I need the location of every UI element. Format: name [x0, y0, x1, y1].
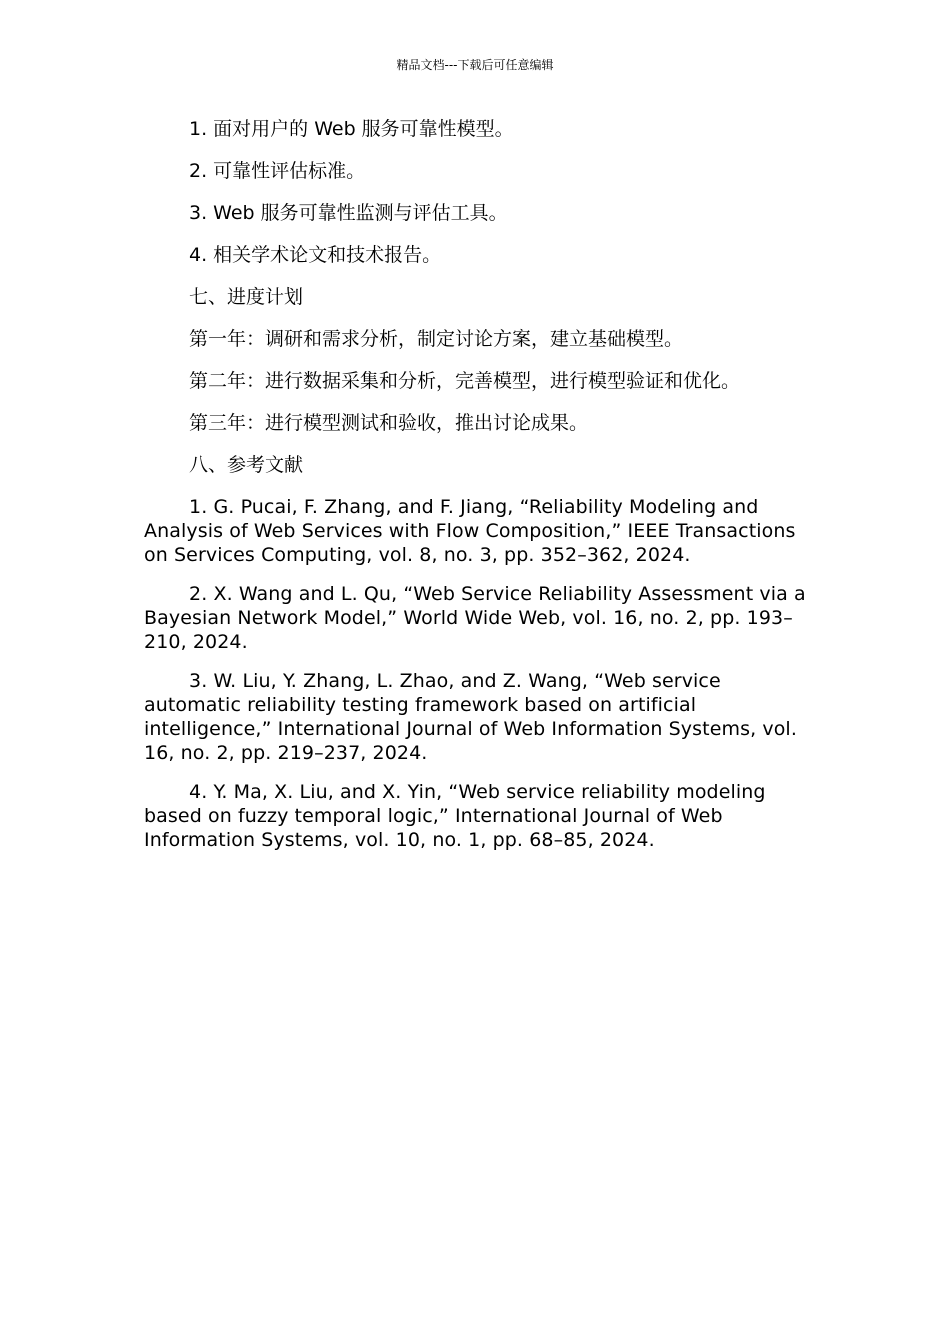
references-heading: 八、参考文献: [189, 454, 304, 476]
page-header: 精品文档---下载后可任意编辑: [396, 58, 554, 72]
deliverable-item: 1. 面对用户的 Web 服务可靠性模型。: [189, 118, 514, 140]
deliverable-item: 2. 可靠性评估标准。: [189, 160, 366, 182]
deliverable-item: 3. Web 服务可靠性监测与评估工具。: [189, 202, 508, 224]
reference-entry: 2. X. Wang and L. Qu, “Web Service Reliability Assessment via a Bayesian Network Model,” World Wide Web, vol. 16, no. 2, pp. 193–210, 2024.: [144, 583, 806, 653]
reference-entry: 4. Y. Ma, X. Liu, and X. Yin, “Web service reliability modeling based on fuzzy temporal logic,” International Journal of Web Information Systems, vol. 10, no. 1, pp. 68–85, 2024.: [144, 781, 766, 851]
schedule-year-2: 第二年：进行数据采集和分析，完善模型，进行模型验证和优化。: [189, 370, 741, 392]
schedule-year-3: 第三年：进行模型测试和验收，推出讨论成果。: [189, 412, 589, 434]
reference-entry: 3. W. Liu, Y. Zhang, L. Zhao, and Z. Wang, “Web service automatic reliability testing framework based on artificial intelligence,” International Journal of Web Information Systems, vol. 16, no. 2, pp. 219–237, 2024.: [144, 670, 797, 764]
schedule-year-1: 第一年：调研和需求分析，制定讨论方案，建立基础模型。: [189, 328, 684, 350]
schedule-heading: 七、进度计划: [189, 286, 304, 308]
deliverable-item: 4. 相关学术论文和技术报告。: [189, 244, 442, 266]
document-body: [144, 117, 806, 867]
reference-entry: 1. G. Pucai, F. Zhang, and F. Jiang, “Reliability Modeling and Analysis of Web Services with Flow Composition,” IEEE Transactions on Services Computing, vol. 8, no. 3, pp. 352–362, 2024.: [144, 496, 796, 566]
